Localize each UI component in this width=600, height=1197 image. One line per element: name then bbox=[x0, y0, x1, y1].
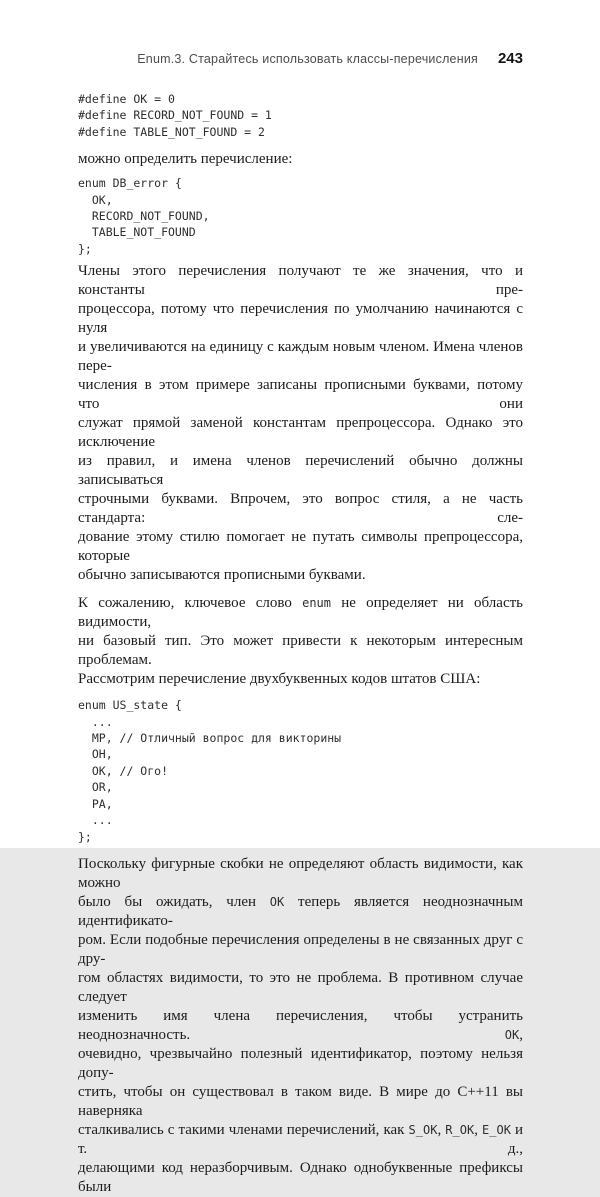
text-line bbox=[78, 414, 523, 452]
text-run: , bbox=[437, 1121, 446, 1138]
code-line: ... bbox=[78, 813, 113, 828]
code-line: enum US_state { bbox=[78, 698, 182, 713]
paragraph bbox=[78, 150, 523, 169]
text-run: Члены этого перечисления получают те же значения, что и константы пре- bbox=[78, 263, 523, 299]
text-line bbox=[78, 528, 523, 566]
text-line bbox=[78, 490, 523, 528]
text-run: и увеличиваются на единицу с каждым новым членом. Имена членов пере- bbox=[78, 339, 523, 375]
code-block bbox=[78, 697, 523, 845]
inline-code: R_OK bbox=[445, 1122, 475, 1137]
code-line: #define RECORD_NOT_FOUND = 1 bbox=[78, 108, 272, 123]
text-line bbox=[78, 338, 523, 376]
paragraph bbox=[78, 594, 523, 689]
code-line: #define OK = 0 bbox=[78, 92, 175, 106]
running-head-title: Enum.3. Старайтесь использовать классы-перечисления bbox=[137, 52, 478, 66]
text-run: К сожалению, ключевое слово bbox=[78, 595, 303, 612]
text-run: дование этому стилю помогает не путать символы препроцессора, которые bbox=[78, 529, 523, 565]
text-run: служат прямой заменой константам препроцессора. Однако это исключение bbox=[78, 415, 523, 451]
code-line: OH, bbox=[78, 747, 113, 762]
inline-code: enum bbox=[302, 596, 331, 611]
text-line bbox=[78, 931, 523, 969]
text-run: , bbox=[474, 1121, 483, 1138]
text-run: обычно записываются прописными буквами. bbox=[78, 567, 366, 584]
code-line: }; bbox=[78, 829, 92, 844]
paragraph bbox=[78, 855, 523, 1197]
code-line: TABLE_NOT_FOUND bbox=[78, 225, 196, 240]
text-line bbox=[78, 893, 523, 931]
code-line: OK, bbox=[78, 192, 113, 207]
inline-code: OK bbox=[269, 894, 285, 909]
code-line: #define TABLE_NOT_FOUND = 2 bbox=[78, 124, 265, 139]
text-line bbox=[78, 262, 523, 300]
text-line bbox=[78, 670, 523, 689]
text-line bbox=[78, 566, 523, 585]
text-run: строчными буквами. Впрочем, это вопрос стиля, а не часть стандарта: сле- bbox=[78, 491, 523, 527]
code-block bbox=[78, 175, 523, 257]
text-line bbox=[78, 300, 523, 338]
text-run: делающими код неразборчивым. Однако однобуквенные префиксы были bbox=[78, 1159, 523, 1195]
inline-code: E_OK bbox=[482, 1122, 511, 1137]
text-run: можно определить перечисление: bbox=[78, 151, 293, 168]
code-line: OR, bbox=[78, 780, 113, 795]
text-run: очевидно, чрезвычайно полезный идентификатор, поэтому нельзя допу- bbox=[78, 1045, 523, 1081]
text-line bbox=[78, 1159, 523, 1197]
text-run: числения в этом примере записаны прописными буквами, потому что они bbox=[78, 377, 523, 413]
paragraph bbox=[78, 262, 523, 585]
text-line bbox=[78, 1007, 523, 1045]
text-run: сталкивались с такими членами перечислений, как bbox=[78, 1121, 409, 1138]
text-run: стить, чтобы он существовал в таком виде. В мире до C++11 вы наверняка bbox=[78, 1083, 523, 1119]
text-run: не определяет ни область видимости, bbox=[78, 595, 523, 631]
code-line: MP, // Отличный вопрос для викторины bbox=[78, 731, 342, 746]
text-run: ни базовый тип. Это может привести к некоторым интересным проблемам. bbox=[78, 633, 523, 669]
text-line bbox=[78, 1045, 523, 1083]
page-header bbox=[78, 50, 523, 67]
text-run: , bbox=[519, 1026, 523, 1043]
text-line bbox=[78, 1121, 523, 1159]
text-run: процессора, потому что перечисления по умолчанию начинаются с нуля bbox=[78, 301, 523, 337]
text-run: Рассмотрим перечисление двухбуквенных кодов штатов США: bbox=[78, 671, 481, 688]
code-line: PA, bbox=[78, 796, 113, 811]
code-line: OK, // Ого! bbox=[78, 763, 169, 778]
text-line bbox=[78, 376, 523, 414]
text-line bbox=[78, 1083, 523, 1121]
code-block bbox=[78, 91, 523, 140]
code-line: }; bbox=[78, 241, 92, 256]
page-number: 243 bbox=[497, 50, 523, 67]
text-run: изменить имя члена перечисления, чтобы устранить неоднозначность. bbox=[78, 1007, 523, 1043]
text-run: из правил, и имена членов перечислений обычно должны записываться bbox=[78, 453, 523, 489]
text-line bbox=[78, 632, 523, 670]
code-line: enum DB_error { bbox=[78, 176, 182, 191]
text-line bbox=[78, 855, 523, 893]
content-blocks bbox=[78, 91, 523, 1197]
text-line bbox=[78, 150, 523, 169]
text-line bbox=[78, 452, 523, 490]
text-run: и т. д., bbox=[78, 1121, 524, 1157]
text-run: было бы ожидать, член bbox=[78, 893, 270, 910]
inline-code: S_OK bbox=[408, 1122, 438, 1137]
code-line: ... bbox=[78, 714, 113, 729]
text-run: ром. Если подобные перечисления определены в не связанных друг с дру- bbox=[78, 931, 523, 967]
text-line bbox=[78, 969, 523, 1007]
text-run: гом областях видимости, то это не проблема. В противном случае следует bbox=[78, 969, 523, 1005]
inline-code: OK bbox=[504, 1027, 520, 1042]
text-run: теперь является неоднозначным идентификато- bbox=[78, 893, 523, 929]
text-run: Поскольку фигурные скобки не определяют область видимости, как можно bbox=[78, 855, 523, 891]
text-line bbox=[78, 594, 523, 632]
code-line: RECORD_NOT_FOUND, bbox=[78, 209, 210, 224]
